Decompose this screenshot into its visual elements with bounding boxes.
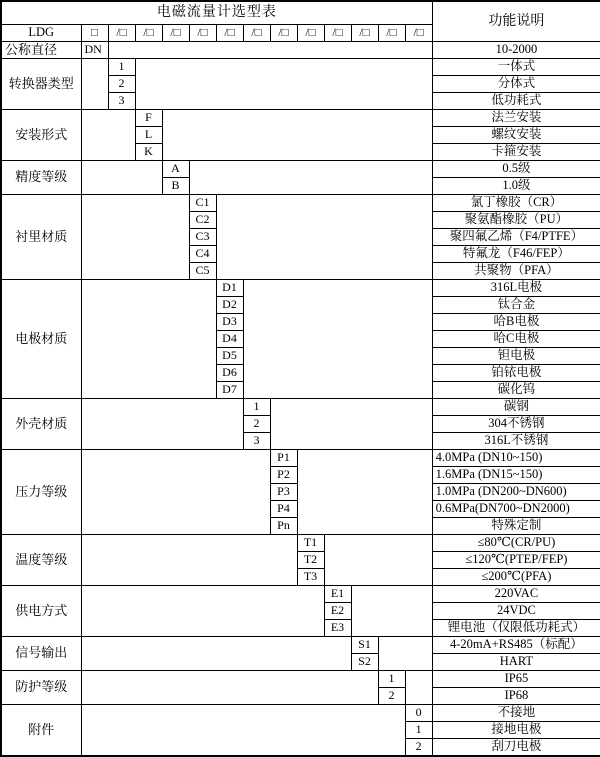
option-description: 哈B电极 [432, 314, 600, 331]
empty-cell [135, 59, 432, 110]
option-code: D6 [216, 365, 243, 382]
option-code: L [135, 127, 162, 144]
empty-cell [189, 161, 432, 195]
empty-cell [405, 671, 432, 705]
option-code: P2 [270, 467, 297, 484]
option-code: DN [81, 42, 108, 59]
code-box: □ [81, 25, 108, 42]
option-code: 3 [108, 93, 135, 110]
option-code: T1 [297, 535, 324, 552]
option-code: C1 [189, 195, 216, 212]
option-code: A [162, 161, 189, 178]
option-code: C5 [189, 263, 216, 280]
option-row [1, 42, 600, 59]
option-code: C2 [189, 212, 216, 229]
option-code: D1 [216, 280, 243, 297]
option-description: HART [432, 654, 600, 671]
option-description: 哈C电极 [432, 331, 600, 348]
option-description: 分体式 [432, 76, 600, 93]
option-row [1, 450, 600, 467]
option-description: 碳钢 [432, 399, 600, 416]
option-code: T2 [297, 552, 324, 569]
option-row [1, 195, 600, 212]
option-description: 碳化钨 [432, 382, 600, 399]
option-code: P4 [270, 501, 297, 518]
option-description: 特氟龙（F46/FEP） [432, 246, 600, 263]
empty-cell [81, 705, 405, 757]
option-code: D2 [216, 297, 243, 314]
category-label: 防护等级 [1, 671, 81, 705]
option-description: 304不锈钢 [432, 416, 600, 433]
option-row [1, 586, 600, 603]
option-description: ≤120℃(PTEP/FEP) [432, 552, 600, 569]
category-label: 压力等级 [1, 450, 81, 535]
option-row [1, 110, 600, 127]
empty-cell [81, 671, 378, 705]
option-code: 2 [108, 76, 135, 93]
option-code: D5 [216, 348, 243, 365]
option-code: S1 [351, 637, 378, 654]
empty-cell [81, 59, 108, 110]
option-description: 接地电极 [432, 722, 600, 739]
empty-cell [243, 280, 432, 399]
category-label: 公称直径 [1, 42, 81, 59]
option-row [1, 637, 600, 654]
category-label: 附件 [1, 705, 81, 757]
empty-cell [108, 42, 432, 59]
category-label: 衬里材质 [1, 195, 81, 280]
option-code: P1 [270, 450, 297, 467]
option-row [1, 535, 600, 552]
option-description: 不接地 [432, 705, 600, 722]
option-code: F [135, 110, 162, 127]
code-box: /□ [351, 25, 378, 42]
code-box: /□ [378, 25, 405, 42]
title-row [1, 1, 600, 25]
option-description: 10-2000 [432, 42, 600, 59]
option-code: D7 [216, 382, 243, 399]
code-box: /□ [162, 25, 189, 42]
option-code: 1 [243, 399, 270, 416]
empty-cell [81, 161, 162, 195]
empty-cell [81, 586, 324, 637]
option-description: 1.0级 [432, 178, 600, 195]
option-description: 220VAC [432, 586, 600, 603]
code-box: /□ [270, 25, 297, 42]
option-code: E2 [324, 603, 351, 620]
option-description: 螺纹安装 [432, 127, 600, 144]
option-description: 低功耗式 [432, 93, 600, 110]
empty-cell [81, 450, 270, 535]
option-code: 1 [378, 671, 405, 688]
option-code: 2 [405, 739, 432, 757]
code-box: /□ [297, 25, 324, 42]
option-description: 316L电极 [432, 280, 600, 297]
option-code: B [162, 178, 189, 195]
model-prefix: LDG [1, 25, 81, 42]
option-code: E1 [324, 586, 351, 603]
option-code: T3 [297, 569, 324, 586]
table-title: 电磁流量计选型表 [1, 1, 432, 25]
option-description: 法兰安装 [432, 110, 600, 127]
option-code: C3 [189, 229, 216, 246]
option-code: K [135, 144, 162, 161]
code-box: /□ [405, 25, 432, 42]
category-label: 信号输出 [1, 637, 81, 671]
option-description: ≤200℃(PFA) [432, 569, 600, 586]
empty-cell [81, 280, 216, 399]
category-label: 精度等级 [1, 161, 81, 195]
empty-cell [162, 110, 432, 161]
option-description: 1.6MPa (DN15~150) [432, 467, 600, 484]
option-code: 1 [405, 722, 432, 739]
option-description: 316L不锈钢 [432, 433, 600, 450]
category-label: 供电方式 [1, 586, 81, 637]
option-code: 0 [405, 705, 432, 722]
option-code: E3 [324, 620, 351, 637]
option-description: 氯丁橡胶（CR） [432, 195, 600, 212]
code-box: /□ [135, 25, 162, 42]
option-row [1, 399, 600, 416]
option-description: 24VDC [432, 603, 600, 620]
category-label: 安装形式 [1, 110, 81, 161]
code-box: /□ [216, 25, 243, 42]
empty-cell [324, 535, 432, 586]
option-description: 聚氨酯橡胶（PU） [432, 212, 600, 229]
option-code: C4 [189, 246, 216, 263]
function-column-header: 功能说明 [432, 1, 600, 42]
option-description: 4-20mA+RS485（标配） [432, 637, 600, 654]
category-label: 转换器类型 [1, 59, 81, 110]
empty-cell [216, 195, 432, 280]
empty-cell [81, 535, 297, 586]
empty-cell [351, 586, 432, 637]
option-description: 钛合金 [432, 297, 600, 314]
code-box: /□ [189, 25, 216, 42]
empty-cell [81, 399, 243, 450]
option-code: D4 [216, 331, 243, 348]
category-label: 电极材质 [1, 280, 81, 399]
category-label: 温度等级 [1, 535, 81, 586]
empty-cell [81, 637, 351, 671]
option-code: P3 [270, 484, 297, 501]
option-description: 刮刀电极 [432, 739, 600, 757]
code-box: /□ [108, 25, 135, 42]
empty-cell [81, 110, 135, 161]
option-row [1, 59, 600, 76]
option-description: 0.6MPa(DN700~DN2000) [432, 501, 600, 518]
option-description: IP68 [432, 688, 600, 705]
option-description: 1.0MPa (DN200~DN600) [432, 484, 600, 501]
option-description: 聚四氟乙烯（F4/PTFE） [432, 229, 600, 246]
option-description: 铂铱电极 [432, 365, 600, 382]
option-description: 锂电池（仅限低功耗式） [432, 620, 600, 637]
code-box: /□ [243, 25, 270, 42]
empty-cell [297, 450, 432, 535]
empty-cell [81, 195, 189, 280]
option-description: IP65 [432, 671, 600, 688]
option-row [1, 280, 600, 297]
option-row [1, 705, 600, 722]
option-code: 1 [108, 59, 135, 76]
option-description: ≤80℃(CR/PU) [432, 535, 600, 552]
option-description: 钽电极 [432, 348, 600, 365]
option-description: 共聚物（PFA） [432, 263, 600, 280]
option-code: 3 [243, 433, 270, 450]
option-row [1, 671, 600, 688]
option-code: D3 [216, 314, 243, 331]
option-code: S2 [351, 654, 378, 671]
option-code: 2 [243, 416, 270, 433]
category-label: 外壳材质 [1, 399, 81, 450]
option-description: 卡箍安装 [432, 144, 600, 161]
option-code: 2 [378, 688, 405, 705]
option-description: 4.0MPa (DN10~150) [432, 450, 600, 467]
code-box: /□ [324, 25, 351, 42]
option-description: 特殊定制 [432, 518, 600, 535]
option-code: Pn [270, 518, 297, 535]
empty-cell [378, 637, 432, 671]
option-row [1, 161, 600, 178]
option-description: 一体式 [432, 59, 600, 76]
empty-cell [270, 399, 432, 450]
option-description: 0.5级 [432, 161, 600, 178]
